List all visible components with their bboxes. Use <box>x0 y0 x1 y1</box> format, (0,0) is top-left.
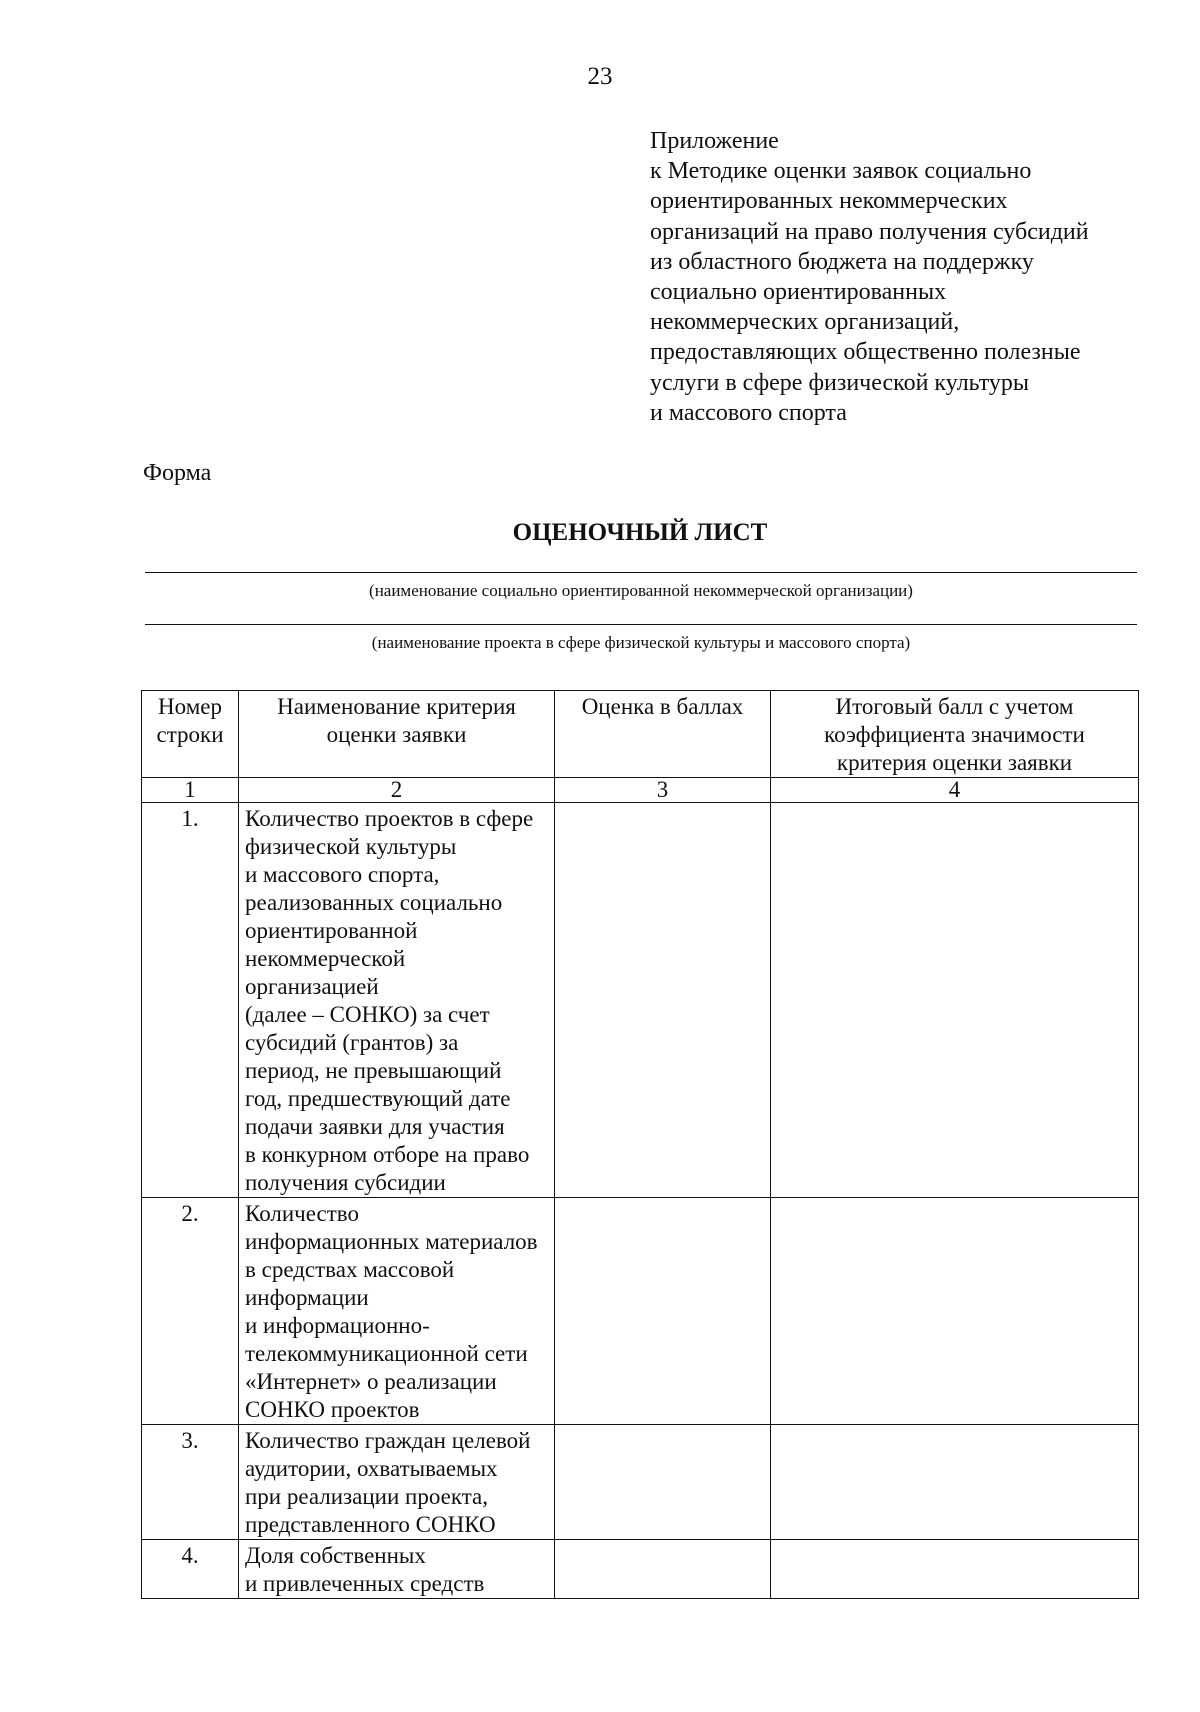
appendix-line: социально ориентированных <box>650 279 947 306</box>
table-row <box>142 1198 1139 1425</box>
appendix-line: услуги в сфере физической культуры <box>650 369 1029 396</box>
score-cell[interactable] <box>555 1425 771 1540</box>
appendix-line: предоставляющих общественно полезные <box>650 339 1081 366</box>
criterion-cell: Количество информационных материалов в средствах массовой информации и информационно- телекоммуникационной сети «Интернет» о реализации СОНКО проектов <box>239 1198 555 1425</box>
document-title: ОЦЕНОЧНЫЙ ЛИСТ <box>512 519 768 546</box>
column-number: 2 <box>239 778 555 803</box>
score-cell[interactable] <box>555 1198 771 1425</box>
row-number: 2. <box>142 1198 239 1425</box>
header-criterion-name: Наименование критерия оценки заявки <box>239 691 555 778</box>
appendix-line: из областного бюджета на поддержку <box>650 248 1034 275</box>
appendix-line: некоммерческих организаций, <box>650 309 960 336</box>
page-number: 23 <box>587 63 613 90</box>
table-header-row <box>142 691 1139 778</box>
total-score-cell[interactable] <box>771 1540 1139 1599</box>
table-row <box>142 1425 1139 1540</box>
score-cell[interactable] <box>555 803 771 1198</box>
appendix-line: и массового спорта <box>650 399 847 426</box>
row-number: 1. <box>142 803 239 1198</box>
column-number-row <box>142 778 1139 803</box>
project-name-line <box>145 624 1137 625</box>
project-name-caption: (наименование проекта в сфере физической культуры и массового спорта) <box>371 633 911 652</box>
row-number: 4. <box>142 1540 239 1599</box>
total-score-cell[interactable] <box>771 803 1139 1198</box>
criterion-cell: Количество проектов в сфере физической культуры и массового спорта, реализованных социально ориентированной некоммерческой организацией (далее – СОНКО) за счет субсидий (грантов) за период, не превышающий год, предшествующий дате подачи заявки для участия в конкурном отборе на право получения субсидии <box>239 803 555 1198</box>
header-row-number: Номер строки <box>142 691 239 778</box>
organization-name-line <box>145 572 1137 573</box>
total-score-cell[interactable] <box>771 1198 1139 1425</box>
table-row <box>142 803 1139 1198</box>
appendix-line: ориентированных некоммерческих <box>650 188 1008 215</box>
appendix-line: к Методике оценки заявок социально <box>650 158 1032 185</box>
header-total-score: Итоговый балл с учетом коэффициента значимости критерия оценки заявки <box>771 691 1139 778</box>
organization-name-caption: (наименование социально ориентированной некоммерческой организации) <box>369 581 913 600</box>
appendix-line: организаций на право получения субсидий <box>650 218 1089 245</box>
table-row <box>142 1540 1139 1599</box>
column-number: 3 <box>555 778 771 803</box>
appendix-block <box>650 126 1170 428</box>
column-number: 4 <box>771 778 1139 803</box>
header-score: Оценка в баллах <box>555 691 771 778</box>
criterion-cell: Доля собственных и привлеченных средств <box>239 1540 555 1599</box>
column-number: 1 <box>142 778 239 803</box>
total-score-cell[interactable] <box>771 1425 1139 1540</box>
row-number: 3. <box>142 1425 239 1540</box>
criterion-cell: Количество граждан целевой аудитории, охватываемых при реализации проекта, представленного СОНКО <box>239 1425 555 1540</box>
score-cell[interactable] <box>555 1540 771 1599</box>
form-label: Форма <box>143 460 212 486</box>
score-sheet-table <box>141 690 1139 1599</box>
appendix-line: Приложение <box>650 128 779 154</box>
